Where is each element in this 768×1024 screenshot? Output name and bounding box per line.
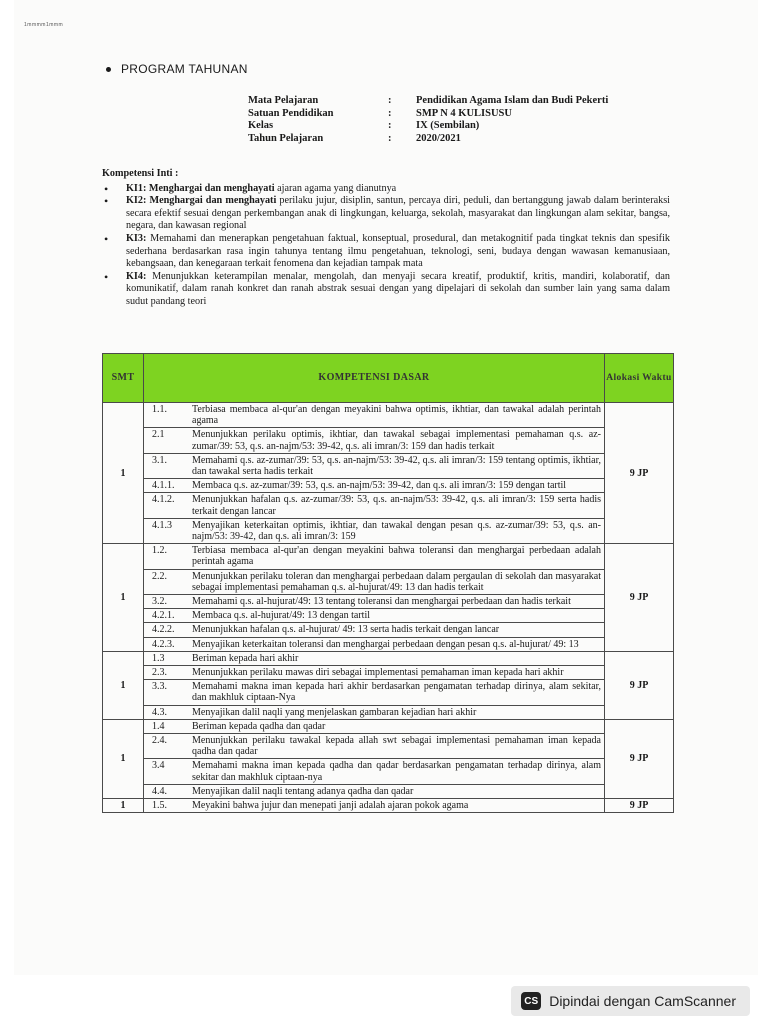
kd-code: 3.3. <box>152 681 167 693</box>
kd-text: Beriman kepada qadha dan qadar <box>192 720 326 732</box>
kd-cell <box>144 799 605 813</box>
kd-item <box>144 759 604 784</box>
section-title <box>106 62 248 76</box>
kd-item <box>144 652 604 666</box>
kd-code: 4.3. <box>152 706 167 718</box>
document-meta <box>248 95 676 145</box>
meta-separator: : <box>388 107 392 119</box>
smt-cell: 1 <box>103 719 144 798</box>
kd-text: Menunjukkan hafalan q.s. az-zumar/39: 53, q.s. an-najm/53: 39-42, q.s. ali imran/3: 159 serta hadis terkait dengan lancar <box>192 494 601 517</box>
kd-code: 2.4. <box>152 735 167 747</box>
kd-text: Menunjukkan perilaku optimis, ikhtiar, dan tawakal sebagai implementasi pemahaman q.s. az-zumar/39: 53, q.s. an-najm/53: 39-42, q.s. ali imran/3: 159 dan hadis terkait <box>192 429 601 452</box>
ki-label: KI3: <box>126 232 147 244</box>
meta-separator: : <box>388 95 392 106</box>
ki-label: KI4: <box>126 270 147 282</box>
kd-code: 1.1. <box>152 404 167 415</box>
kd-item <box>144 479 604 493</box>
meta-value: Pendidikan Agama Islam dan Budi Pekerti <box>416 95 609 106</box>
smt-cell: 1 <box>103 544 144 652</box>
kd-text: Menyajikan keterkaitan toleransi dan menghargai perbedaan dengan pesan q.s. al-hujurat/ 49: 13 <box>192 638 579 650</box>
kd-item <box>144 734 604 759</box>
kd-item <box>144 706 604 719</box>
kd-text: Memahami q.s. az-zumar/39: 53, q.s. an-najm/53: 39-42, q.s. ali imran/3: 159 tentang optimis, ikhtiar, dan tawakal serta hadis terkait <box>192 454 601 478</box>
smt-cell: 1 <box>103 403 144 544</box>
ki-item <box>102 195 670 233</box>
kd-code: 4.2.2. <box>152 624 175 636</box>
header-smt: SMT <box>103 354 144 403</box>
kd-code: 2.2. <box>152 570 167 582</box>
camscanner-watermark <box>511 986 750 1016</box>
kd-code: 3.2. <box>152 596 167 608</box>
corner-mark: 1mmmm1mmm <box>24 22 64 28</box>
kd-code: 2.3. <box>152 667 167 679</box>
table-header-row <box>103 354 674 403</box>
kd-text: Menunjukkan perilaku toleran dan menghargai perbedaan dalam pergaulan di sekolah dan masyarakat sebagai implementasi pemahaman q.s. al-hujurat/49: 13 dan hadis terkait <box>192 570 601 593</box>
kd-cell <box>144 403 605 544</box>
kd-text: Meyakini bahwa jujur dan menepati janji adalah ajaran pokok agama <box>192 800 469 812</box>
kd-item <box>144 720 604 734</box>
kd-text: Memahami makna iman kepada qadha dan qadar berdasarkan pengamatan terhadap dirinya, alam sekitar dan makhluk ciptaan-nya <box>192 760 601 783</box>
scanned-page <box>14 0 758 975</box>
kd-text: Menunjukkan perilaku tawakal kepada allah swt sebagai implementasi pemahaman iman kepada qadha dan qadar <box>192 735 601 758</box>
ki-heading: Kompetensi Inti : <box>102 168 179 179</box>
kd-item <box>144 403 604 428</box>
meta-key: Kelas <box>248 120 274 131</box>
meta-row <box>248 108 676 121</box>
table-row <box>103 719 674 798</box>
kd-code: 4.2.3. <box>152 638 175 650</box>
kd-text: Terbiasa membaca al-qur'an dengan meyakini bahwa optimis, ikhtiar, dan tawakal adalah perintah agama <box>192 404 601 427</box>
meta-key: Mata Pelajaran <box>248 95 319 106</box>
kd-item <box>144 623 604 637</box>
kd-item <box>144 799 604 812</box>
kompetensi-inti <box>102 168 670 309</box>
table-row <box>103 799 674 813</box>
kd-code: 4.4. <box>152 785 167 797</box>
ki-list <box>102 183 670 309</box>
table-row <box>103 651 674 719</box>
meta-row <box>248 95 676 108</box>
kd-item <box>144 454 604 479</box>
kd-text: Beriman kepada hari akhir <box>192 652 299 664</box>
meta-separator: : <box>388 132 392 144</box>
ki-label: KI2: Menghargai dan menghayati <box>126 195 277 207</box>
kd-text: Menyajikan dalil naqli tentang adanya qadha dan qadar <box>192 785 414 797</box>
kd-item <box>144 680 604 705</box>
kd-cell <box>144 651 605 719</box>
meta-value: 2020/2021 <box>416 132 461 144</box>
kd-item <box>144 570 604 595</box>
kd-code: 4.2.1. <box>152 610 175 622</box>
kd-item <box>144 544 604 569</box>
meta-key: Tahun Pelajaran <box>248 132 324 144</box>
ki-label: KI1: Menghargai dan menghayati <box>126 182 275 194</box>
kd-text: Menunjukkan hafalan q.s. al-hujurat/ 49: 13 serta hadis terkait dengan lancar <box>192 624 500 636</box>
meta-row <box>248 120 676 133</box>
ki-item <box>102 271 670 309</box>
kd-code: 4.1.3 <box>152 519 172 531</box>
camscanner-logo-icon: CS <box>521 992 541 1010</box>
table-body <box>103 403 674 813</box>
smt-cell: 1 <box>103 799 144 813</box>
watermark-text: Dipindai dengan CamScanner <box>549 993 736 1009</box>
alokasi-cell: 9 JP <box>605 719 674 798</box>
alokasi-cell: 9 JP <box>605 651 674 719</box>
kd-item <box>144 666 604 680</box>
kd-cell <box>144 544 605 652</box>
meta-key: Satuan Pendidikan <box>248 107 334 119</box>
kd-text: Menyajikan keterkaitan optimis, ikhtiar, dan tawakal dengan pesan q.s. az-zumar/39: 53, q.s. an-najm/53: 39-42, dan q.s. ali imran/3: 159 <box>192 519 601 543</box>
alokasi-cell: 9 JP <box>605 799 674 813</box>
ki-text: Menunjukkan keterampilan menalar, mengolah, dan menyaji secara kreatif, produktif, kritis, mandiri, kolaboratif, dan komunikatif, dalam ranah konkret dan ranah abstrak sesuai dengan yang dipelajari di sekolah dan sumber lain yang sama dalam sudut pandang teori <box>126 270 670 307</box>
kd-item <box>144 785 604 798</box>
smt-cell: 1 <box>103 651 144 719</box>
meta-row <box>248 133 676 146</box>
bullet-icon <box>106 67 111 72</box>
kd-text: Memahami makna iman kepada hari akhir berdasarkan pengamatan terhadap dirinya, alam sekitar, dan makhluk ciptaan-Nya <box>192 681 601 704</box>
kd-code: 1.5. <box>152 800 167 812</box>
ki-text: perilaku jujur, disiplin, santun, percaya diri, peduli, dan bertanggung jawab dalam berinteraksi secara efektif sesuai dengan perkembangan anak di lingkungan, keluarga, sekolah, masyarakat dan lingkungan alam sekitar, bangsa, negara, dan kawasan regional <box>126 195 670 232</box>
kd-item <box>144 595 604 609</box>
meta-separator: : <box>388 120 392 131</box>
kd-code: 1.4 <box>152 720 165 732</box>
kd-code: 4.1.1. <box>152 480 175 492</box>
kd-text: Terbiasa membaca al-qur'an dengan meyakini bahwa toleransi dan menghargai perbedaan adalah perintah agama <box>192 545 601 568</box>
ki-text: ajaran agama yang dianutnya <box>274 182 397 194</box>
kd-item <box>144 519 604 543</box>
meta-value: SMP N 4 KULISUSU <box>416 107 512 119</box>
table-row <box>103 403 674 544</box>
kd-text: Memahami q.s. al-hujurat/49: 13 tentang toleransi dan menghargai perbedaan dan hadis terkait <box>192 596 571 608</box>
header-alokasi-waktu: Alokasi Waktu <box>605 354 674 403</box>
ki-text: Memahami dan menerapkan pengetahuan faktual, konseptual, prosedural, dan metakognitif pada tingkat teknis dan spesifik sederhana berdasarkan rasa ingin tahunya tentang ilmu pengetahuan, teknologi, seni, budaya dengan wawasan kemanusiaan, kebangsaan, dan kenegaraan terkait fenomena dan kejadian tampak mata <box>126 232 670 270</box>
kd-item <box>144 638 604 651</box>
kd-text: Menyajikan dalil naqli yang menjelaskan gambaran kejadian hari akhir <box>192 706 477 718</box>
ki-item <box>102 233 670 271</box>
kd-code: 4.1.2. <box>152 494 175 506</box>
kd-text: Membaca q.s. al-hujurat/49: 13 dengan tartil <box>192 610 371 622</box>
kd-cell <box>144 719 605 798</box>
kd-item <box>144 609 604 623</box>
kd-code: 1.2. <box>152 545 167 557</box>
ki-item <box>102 183 670 196</box>
kd-text: Membaca q.s. az-zumar/39: 53, q.s. an-najm/53: 39-42, dan q.s. ali imran/3: 159 dengan tartil <box>192 480 567 492</box>
table-row <box>103 544 674 652</box>
kd-text: Menunjukkan perilaku mawas diri sebagai implementasi pemahaman iman kepada hari akhir <box>192 667 564 679</box>
kd-code: 3.4 <box>152 760 165 772</box>
kd-item <box>144 493 604 518</box>
alokasi-cell: 9 JP <box>605 544 674 652</box>
kd-code: 1.3 <box>152 652 165 664</box>
kd-code: 3.1. <box>152 454 167 466</box>
alokasi-cell: 9 JP <box>605 403 674 544</box>
kd-item <box>144 428 604 453</box>
header-kompetensi-dasar: KOMPETENSI DASAR <box>144 354 605 403</box>
kompetensi-dasar-table <box>102 353 674 813</box>
kd-code: 2.1 <box>152 429 165 441</box>
meta-value: IX (Sembilan) <box>416 120 480 131</box>
title-text: PROGRAM TAHUNAN <box>121 62 248 76</box>
